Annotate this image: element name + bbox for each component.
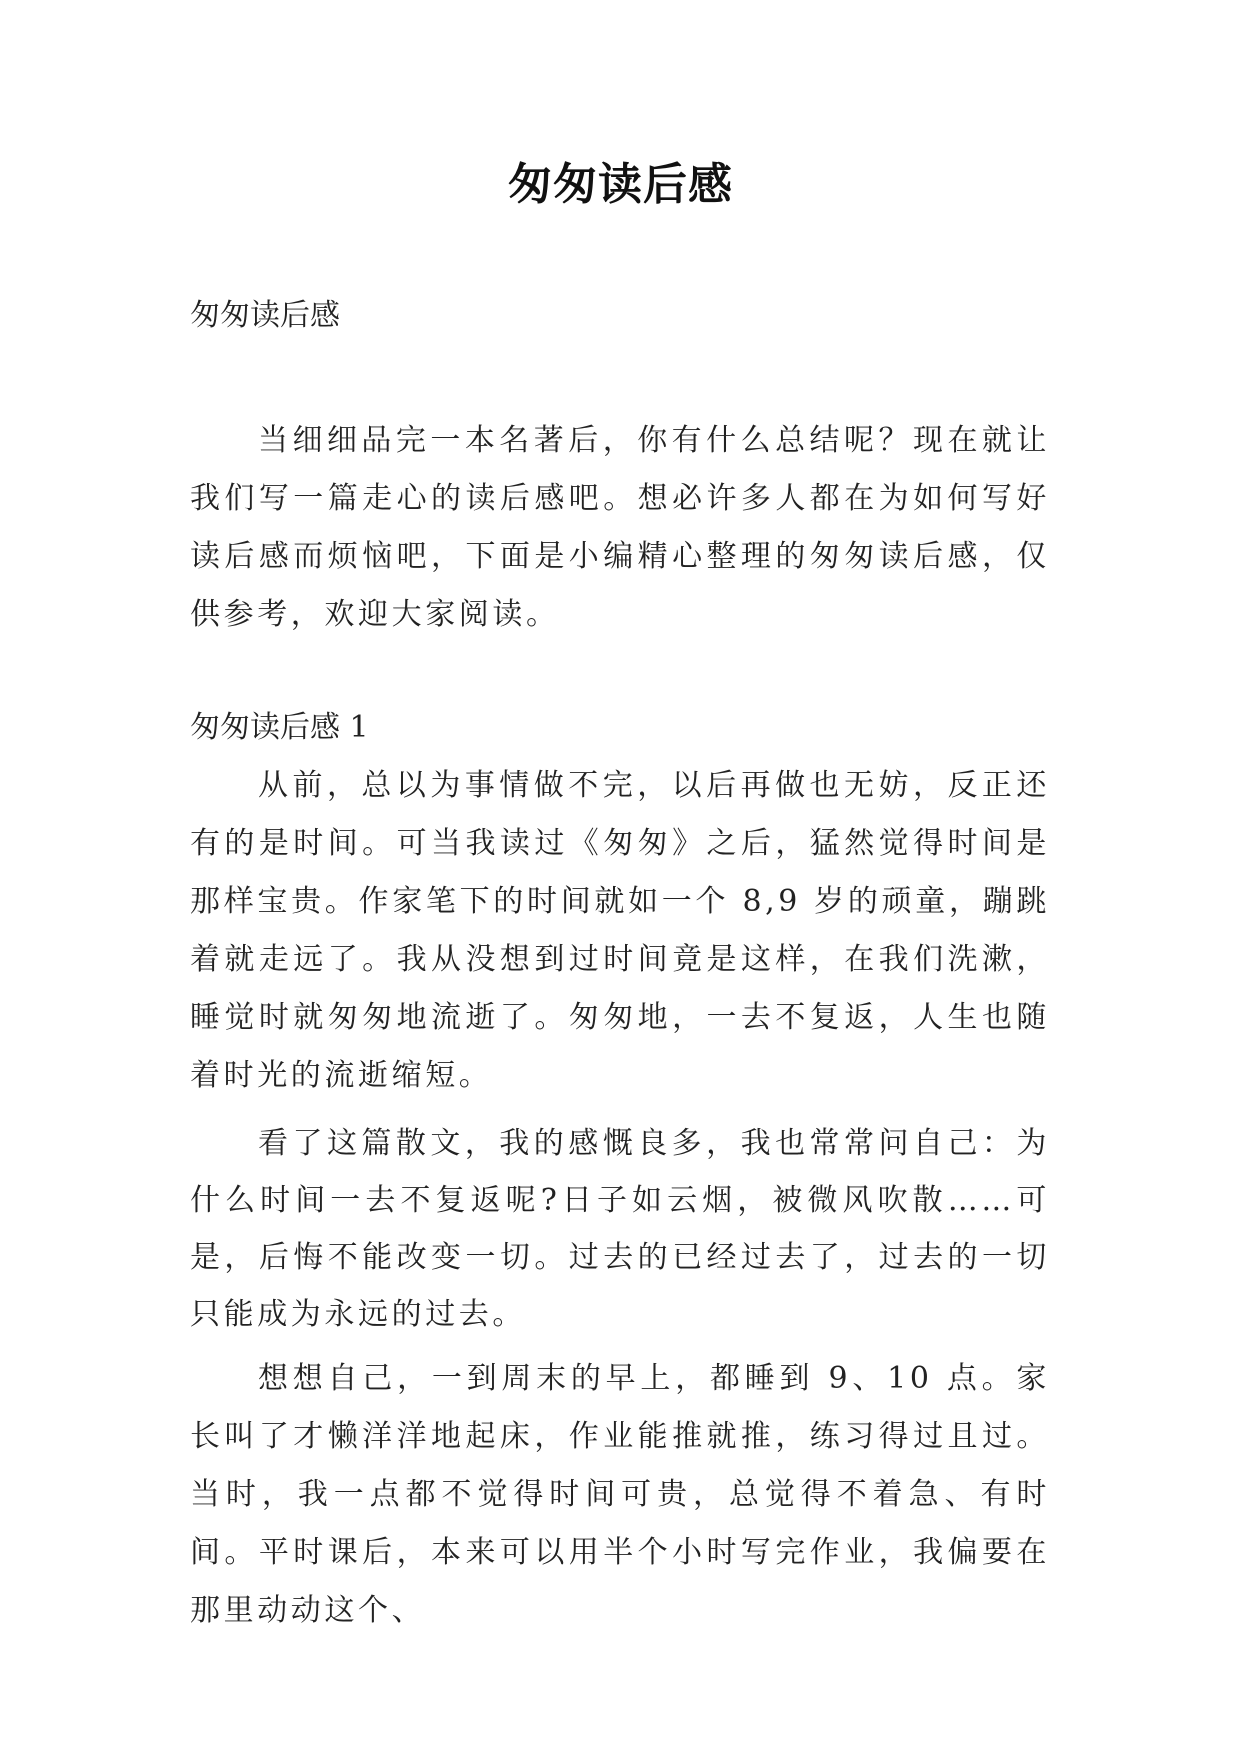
document-subtitle: 匆匆读后感	[190, 298, 340, 333]
intro-paragraph: 当细细品完一本名著后，你有什么总结呢？现在就让我们写一篇走心的读后感吧。想必许多人都在为如何写好读后感而烦恼吧，下面是小编精心整理的匆匆读后感，仅供参考，欢迎大家阅读。	[190, 423, 1050, 632]
body-paragraph: 从前，总以为事情做不完，以后再做也无妨，反正还有的是时间。可当我读过《匆匆》之后，猛然觉得时间是那样宝贵。作家笔下的时间就如一个 8,9 岁的顽童，蹦跳着就走远了。我从没想到过时间竟是这样，在我们洗漱，睡觉时就匆匆地流逝了。匆匆地，一去不复返，人生也随着时光的流逝缩短。	[190, 768, 1050, 1093]
body-paragraph: 看了这篇散文，我的感慨良多，我也常常问自己：为什么时间一去不复返呢?日子如云烟，被微风吹散……可是，后悔不能改变一切。过去的已经过去了，过去的一切只能成为永远的过去。	[190, 1126, 1050, 1332]
document-title: 匆匆读后感	[508, 159, 733, 210]
body-paragraph: 想想自己，一到周末的早上，都睡到 9、10 点。家长叫了才懒洋洋地起床，作业能推就推，练习得过且过。当时，我一点都不觉得时间可贵，总觉得不着急、有时间。平时课后，本来可以用半个小时写完作业，我偏要在那里动动这个、	[190, 1361, 1050, 1628]
section-heading: 匆匆读后感 1	[190, 710, 369, 745]
